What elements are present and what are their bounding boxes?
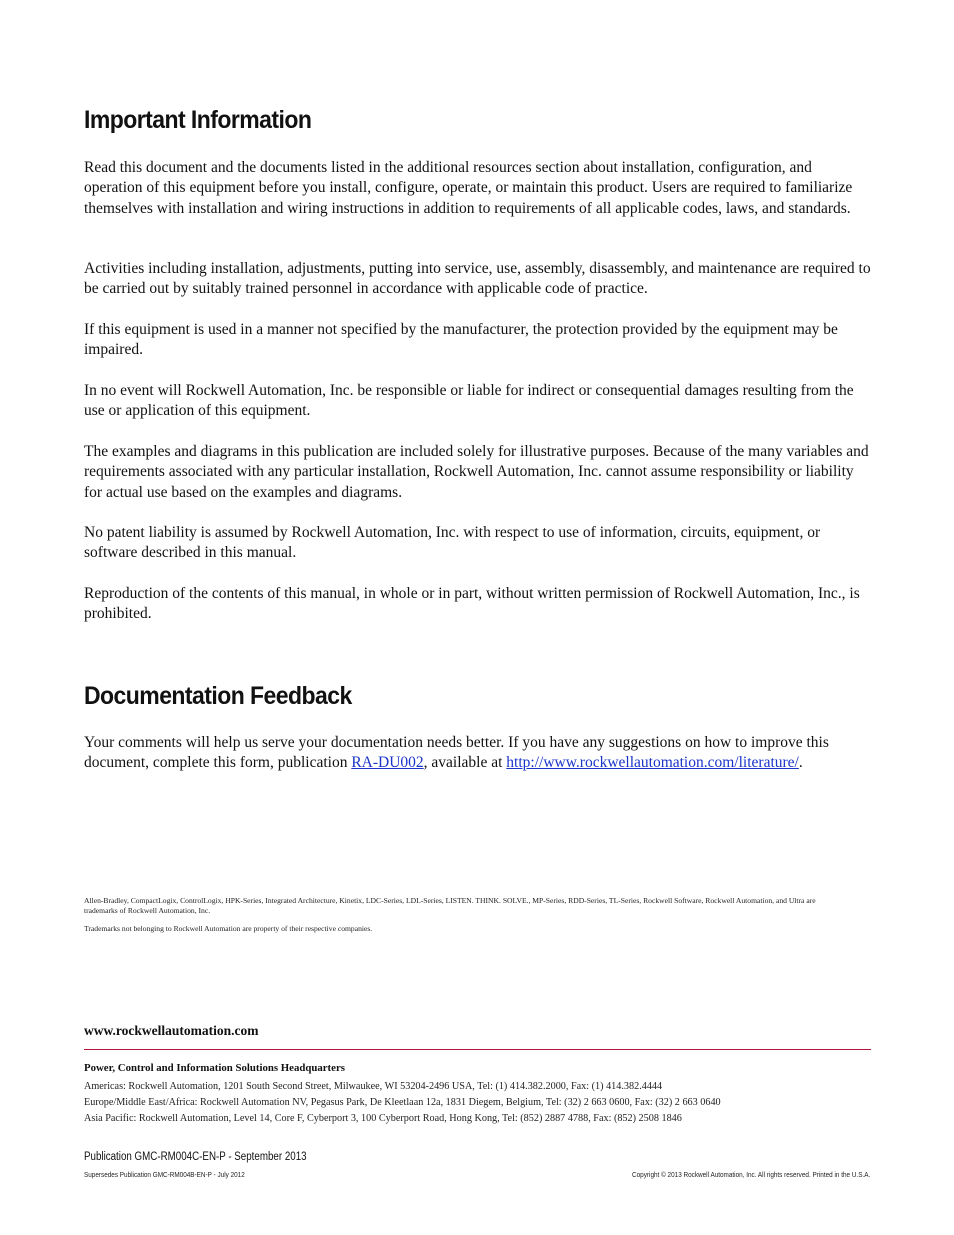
trademarks-notice: Allen-Bradley, CompactLogix, ControlLogix, HPK-Series, Integrated Architecture, Kinetix, LDC-Series, LDL-Series, LISTEN. THINK. SOLVE., MP-Series, RDD-Series, TL-Series, Rockwell Software, Rockwell Automation, and Ultra are trademarks of Rockwell Automation, Inc. <box>84 896 816 915</box>
feedback-paragraph <box>84 733 874 774</box>
important-paragraph-6: No patent liability is assumed by Rockwell Automation, Inc. with respect to use of information, circuits, equipment, or software described in this manual. <box>84 524 821 562</box>
literature-url-link[interactable]: http://www.rockwellautomation.com/literature/ <box>506 754 799 772</box>
feedback-text-before: Your comments will help us serve your documentation needs better. If you have any suggestions on how to improve this document, complete this form, publication <box>84 734 829 772</box>
address-asia-pacific: Asia Pacific: Rockwell Automation, Level 14, Core F, Cyberport 3, 100 Cyberport Road, Hong Kong, Tel: (852) 2887 4788, Fax: (852) 2508 1846 <box>84 1113 682 1124</box>
important-information-section <box>84 106 331 135</box>
publication-number: Publication GMC-RM004C-EN-P - September 2013 <box>84 1151 307 1163</box>
address-americas: Americas: Rockwell Automation, 1201 South Second Street, Milwaukee, WI 53204-2496 USA, Tel: (1) 414.382.2000, Fax: (1) 414.382.4444 <box>84 1081 663 1092</box>
copyright-notice: Copyright © 2013 Rockwell Automation, Inc. All rights reserved. Printed in the U.S.A. <box>631 1170 870 1179</box>
feedback-text-after: . <box>798 754 803 772</box>
headquarters-title: Power, Control and Information Solutions Headquarters <box>84 1062 345 1074</box>
important-paragraph-5: The examples and diagrams in this publication are included solely for illustrative purposes. Because of the many variables and requirements associated with any particular installation, Rockwell Automation, Inc. cannot assume responsibility or liability for actual use based on the examples and diagrams. <box>84 443 869 501</box>
important-paragraph-7: Reproduction of the contents of this manual, in whole or in part, without written permission of Rockwell Automation, Inc., is prohibited. <box>84 585 860 623</box>
supersedes-notice: Supersedes Publication GMC-RM004B-EN-P - July 2012 <box>84 1170 245 1179</box>
important-paragraph-3: If this equipment is used in a manner not specified by the manufacturer, the protection provided by the equipment may be impaired. <box>84 321 838 359</box>
important-paragraph-1: Read this document and the documents listed in the additional resources section about installation, configuration, and operation of this equipment before you install, configure, operate, or maintain this product. Users are required to familiarize themselves with installation and wiring instructions in addition to requirements of all applicable codes, laws, and standards. <box>84 159 853 217</box>
important-information-heading: Important Information <box>84 106 312 134</box>
website-url: www.rockwellautomation.com <box>84 1023 259 1038</box>
important-paragraph-4: In no event will Rockwell Automation, Inc. be responsible or liable for indirect or consequential damages resulting from the use or application of this equipment. <box>84 382 854 420</box>
important-paragraph-2: Activities including installation, adjustments, putting into service, use, assembly, disassembly, and maintenance are required to be carried out by suitably trained personnel in accordance with applicable code of practice. <box>84 260 871 298</box>
documentation-feedback-section <box>84 682 375 711</box>
documentation-feedback-heading: Documentation Feedback <box>84 682 352 710</box>
address-emea: Europe/Middle East/Africa: Rockwell Automation NV, Pegasus Park, De Kleetlaan 12a, 1831 Diegem, Belgium, Tel: (32) 2 663 0600, Fax: (32) 2 663 0640 <box>84 1097 721 1108</box>
third-party-trademarks-notice: Trademarks not belonging to Rockwell Automation are property of their respective companies. <box>84 924 373 933</box>
feedback-text-middle: , available at <box>423 754 507 772</box>
footer-divider <box>84 1049 871 1050</box>
publication-link[interactable]: RA-DU002 <box>351 754 424 772</box>
